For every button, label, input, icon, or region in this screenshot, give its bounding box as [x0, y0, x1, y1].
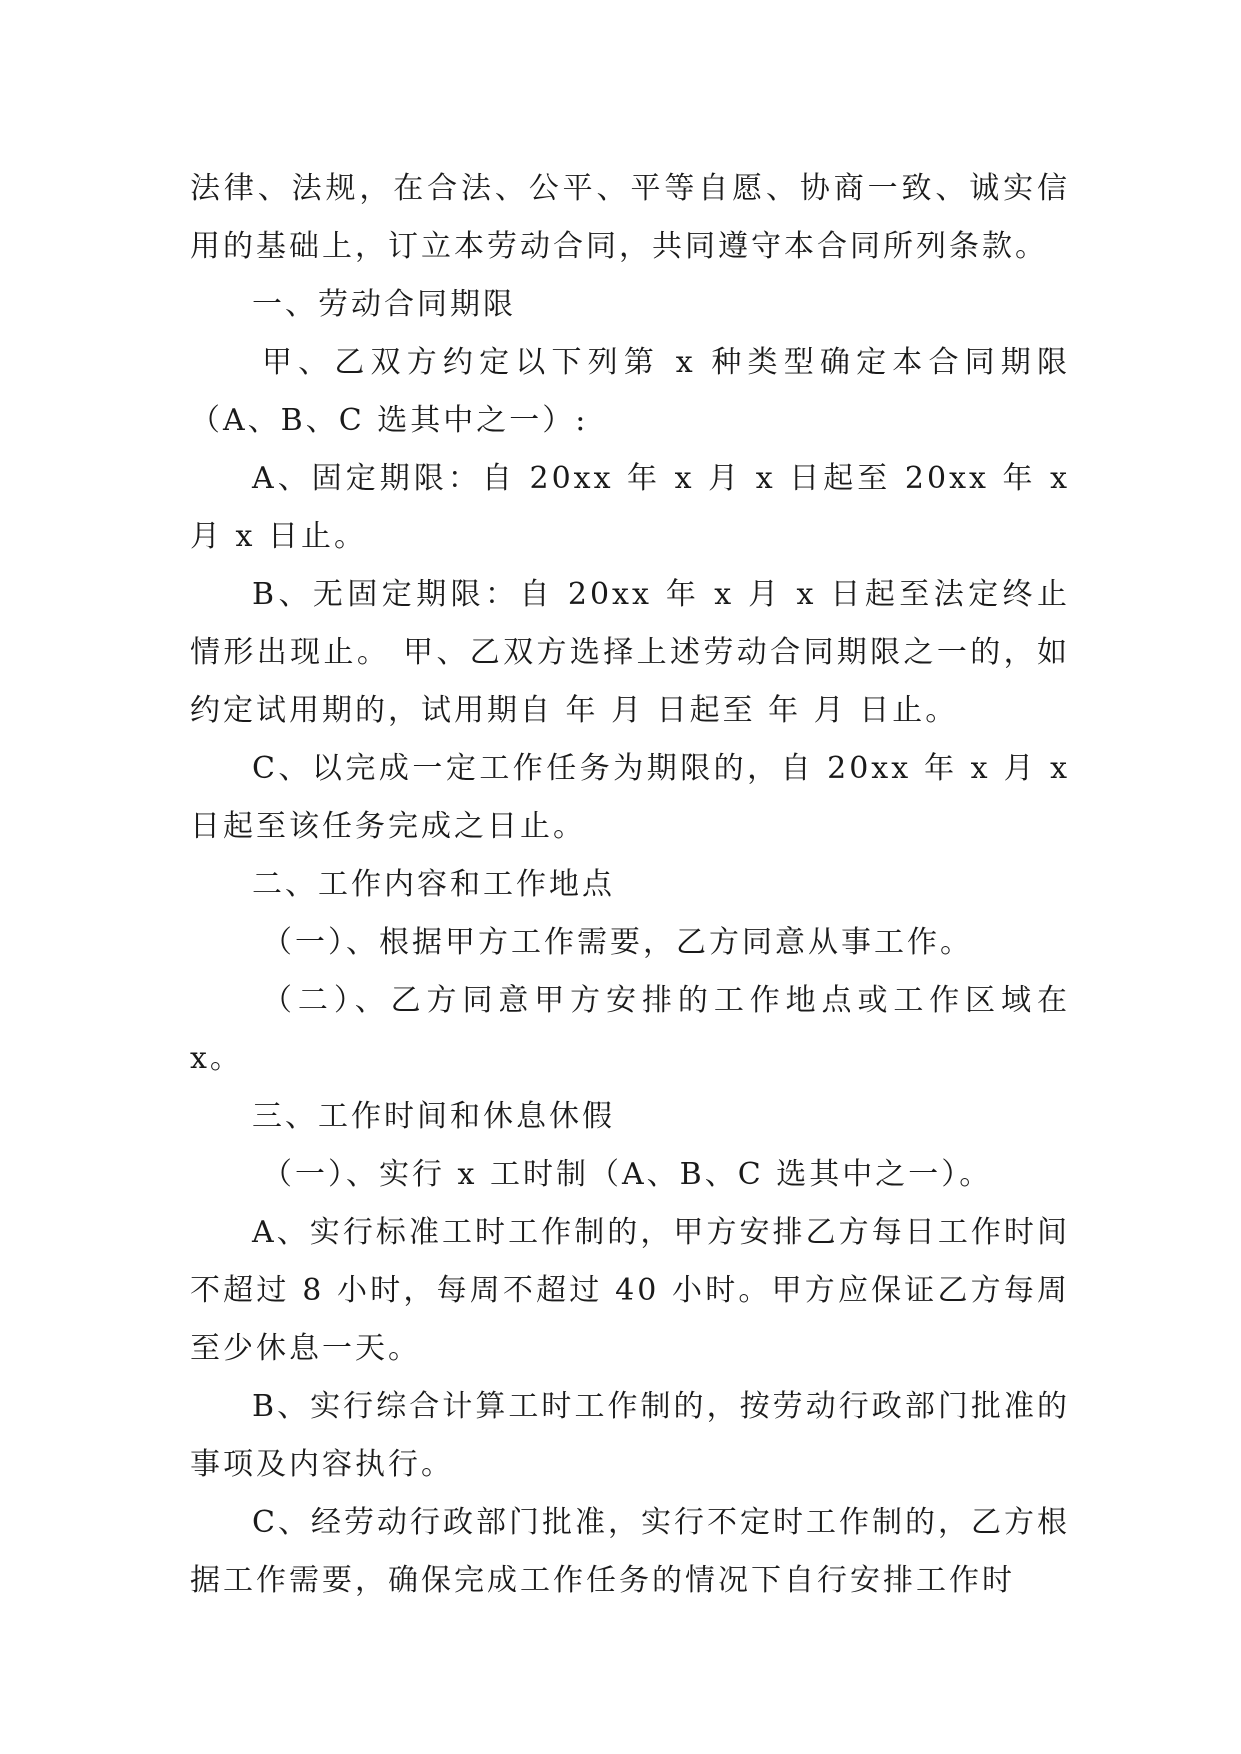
paragraph: B、实行综合计算工时工作制的，按劳动行政部门批准的事项及内容执行。 — [190, 1389, 1070, 1482]
section-heading: 三、工作时间和休息休假 — [252, 1099, 615, 1134]
paragraph: 甲、乙双方约定以下列第 x 种类型确定本合同期限（A、B、C 选其中之一）: — [190, 345, 1070, 438]
paragraph: （一）、根据甲方工作需要，乙方同意从事工作。 — [262, 925, 973, 960]
paragraph: B、无固定期限：自 20xx 年 x 月 x 日起至法定终止情形出现止。 甲、乙双方选择上述劳动合同期限之一的，如约定试用期的，试用期自 年 月 日起至 年 月 日止。 — [190, 577, 1070, 728]
paragraph: C、经劳动行政部门批准，实行不定时工作制的，乙方根据工作需要，确保完成工作任务的情况下自行安排工作时 — [190, 1505, 1070, 1598]
paragraph: A、固定期限：自 20xx 年 x 月 x 日起至 20xx 年 x 月 x 日止。 — [190, 461, 1070, 554]
paragraph: （一）、实行 x 工时制（A、B、C 选其中之一）。 — [262, 1157, 993, 1192]
paragraph: A、实行标准工时工作制的，甲方安排乙方每日工作时间不超过 8 小时，每周不超过 40 小时。甲方应保证乙方每周至少休息一天。 — [190, 1215, 1070, 1366]
section-heading: 一、劳动合同期限 — [252, 287, 516, 322]
paragraph: 法律、法规，在合法、公平、平等自愿、协商一致、诚实信用的基础上，订立本劳动合同，共同遵守本合同所列条款。 — [190, 171, 1070, 264]
section-heading: 二、工作内容和工作地点 — [252, 867, 615, 902]
paragraph: （二）、乙方同意甲方安排的工作地点或工作区域在 x。 — [190, 983, 1070, 1076]
paragraph: C、以完成一定工作任务为期限的，自 20xx 年 x 月 x 日起至该任务完成之日止。 — [190, 751, 1070, 844]
document-body — [190, 160, 1070, 1610]
